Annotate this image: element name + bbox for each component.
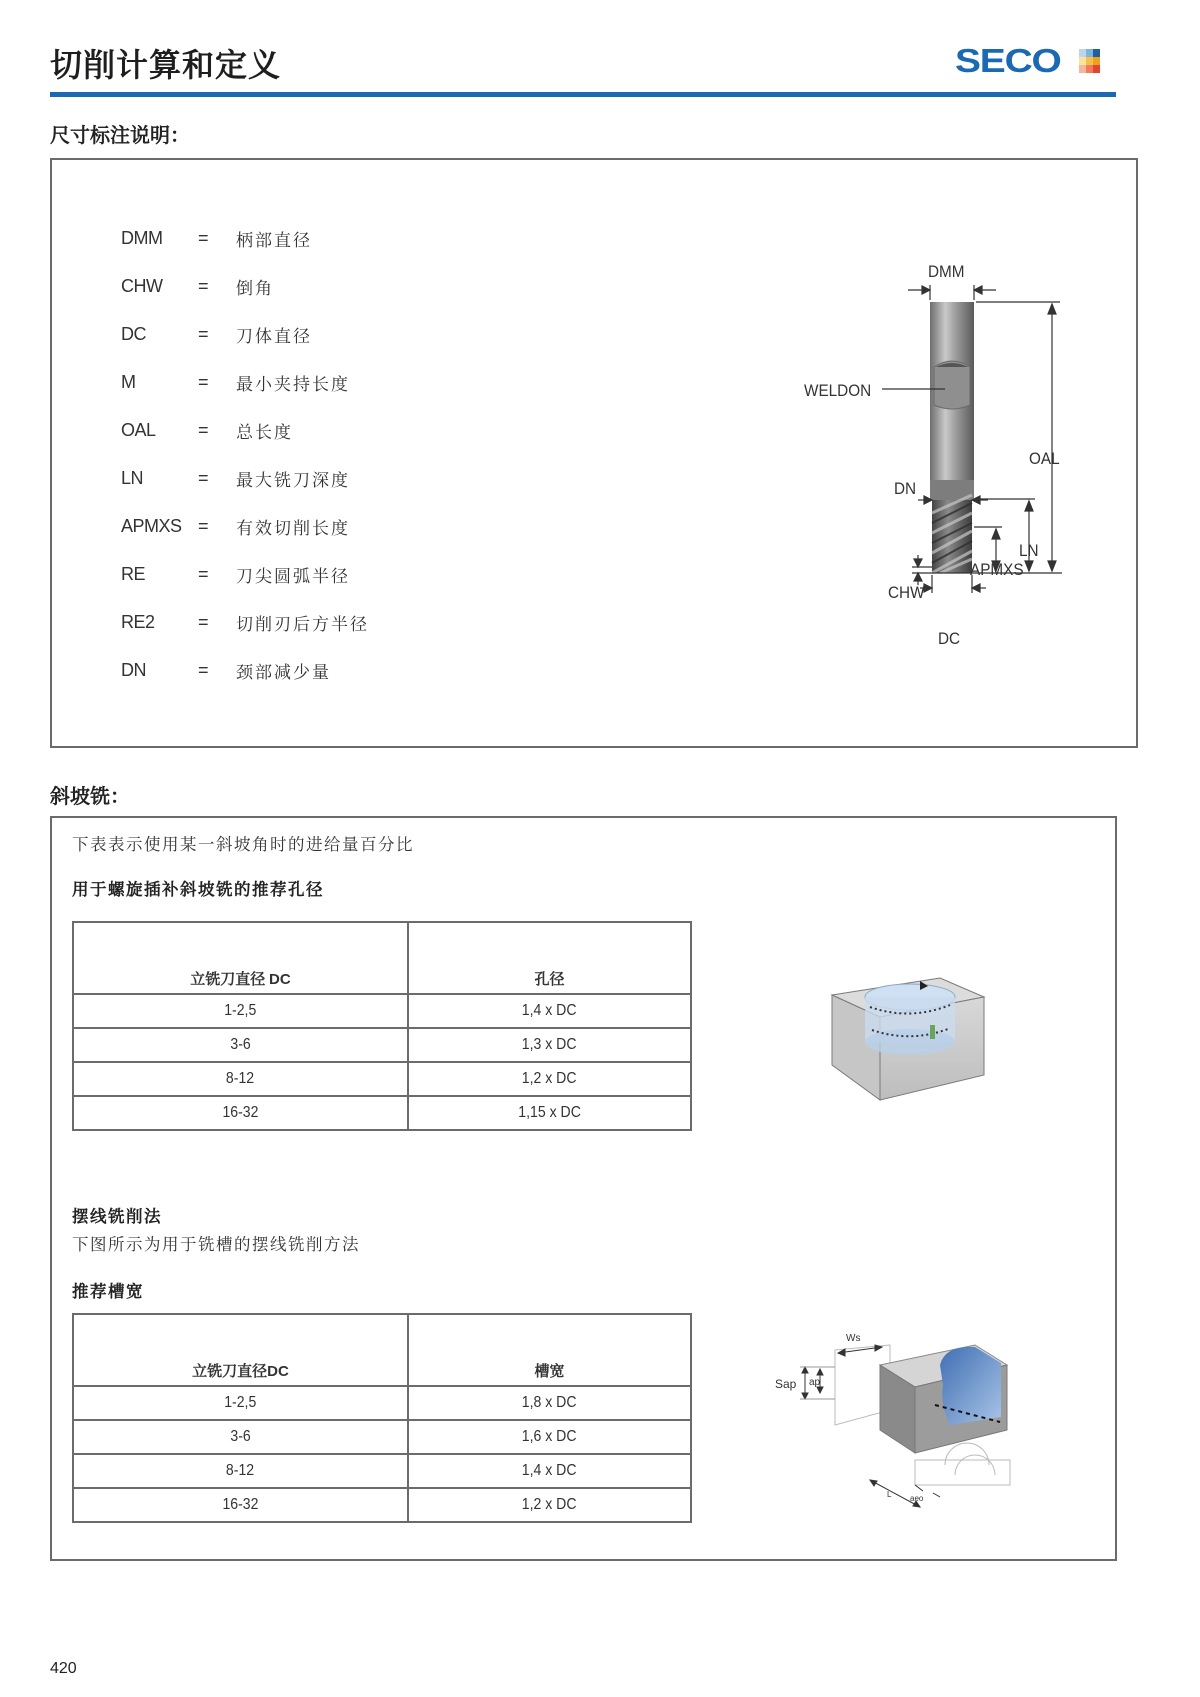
definition-equals: =: [198, 659, 209, 680]
definition-abbr: RE: [121, 563, 146, 584]
table-row: [73, 1454, 691, 1488]
ramping-heading: 斜坡铣：: [50, 786, 130, 808]
header-rule: [50, 92, 1116, 97]
slot-table-title: 推荐槽宽: [72, 1282, 144, 1301]
label-ln: LN: [1019, 541, 1039, 560]
definition-abbr: DN: [121, 659, 146, 680]
label-ae: aeo: [910, 1494, 924, 1503]
logo-mark-cell: [1093, 49, 1100, 57]
cell-slot: 1,8 x DC: [408, 1386, 691, 1420]
definition-row: [121, 514, 350, 538]
definition-equals: =: [198, 419, 209, 440]
definition-text: 有效切削长度: [236, 518, 350, 538]
label-chw: CHW: [888, 583, 925, 602]
definition-equals: =: [198, 515, 209, 536]
logo-text: SECO: [955, 42, 1061, 79]
table-row: [73, 1062, 691, 1096]
slot-width-table: [72, 1313, 692, 1523]
definition-text: 刀尖圆弧半径: [236, 566, 350, 586]
cell-slot: 1,2 x DC: [408, 1488, 691, 1522]
helical-ramp-illustration: [820, 975, 1010, 1115]
cell-hole: 1,2 x DC: [408, 1062, 691, 1096]
logo-mark-cell: [1079, 65, 1086, 73]
table-row: [73, 1028, 691, 1062]
definition-equals: =: [198, 227, 209, 248]
label-dc: DC: [938, 629, 961, 648]
definition-abbr: RE2: [121, 611, 155, 632]
cell-dc: 16-32: [73, 1096, 408, 1130]
cell-dc: 16-32: [73, 1488, 408, 1522]
trochoidal-title: 摆线铣削法: [72, 1207, 162, 1226]
table-row: [73, 1488, 691, 1522]
table-row: [73, 1420, 691, 1454]
definition-text: 切削刃后方半径: [236, 614, 369, 634]
column-header-hole: 孔径: [408, 922, 691, 994]
label-weldon: WELDON: [804, 381, 872, 400]
ramping-intro: 下表表示使用某一斜坡角时的进给量百分比: [72, 835, 414, 854]
table-row: [73, 1096, 691, 1130]
definition-row: [121, 466, 350, 490]
label-l: L: [887, 1490, 892, 1499]
table-row: [73, 994, 691, 1028]
definition-row: [121, 562, 350, 586]
label-dn: DN: [894, 479, 917, 498]
logo-mark-cell: [1086, 49, 1093, 57]
page-title: 切削计算和定义: [50, 47, 282, 83]
cell-hole: 1,3 x DC: [408, 1028, 691, 1062]
page-number: 420: [50, 1660, 77, 1677]
dimensions-heading: 尺寸标注说明：: [50, 125, 190, 147]
definition-row: [121, 274, 274, 298]
definition-row: [121, 610, 369, 634]
cell-dc: 8-12: [73, 1062, 408, 1096]
definition-equals: =: [198, 563, 209, 584]
column-header-dc: 立铣刀直径DC: [73, 1314, 408, 1386]
definition-row: [121, 418, 293, 442]
table-row: [73, 1386, 691, 1420]
definition-text: 柄部直径: [236, 230, 312, 250]
label-oal: OAL: [1029, 449, 1060, 468]
label-ws: Ws: [846, 1333, 861, 1344]
definition-equals: =: [198, 467, 209, 488]
cell-dc: 8-12: [73, 1454, 408, 1488]
column-header-dc: 立铣刀直径 DC: [73, 922, 408, 994]
definition-text: 最小夹持长度: [236, 374, 350, 394]
cell-dc: 1-2,5: [73, 1386, 408, 1420]
logo-mark-cell: [1079, 57, 1086, 65]
definition-equals: =: [198, 323, 209, 344]
cell-slot: 1,4 x DC: [408, 1454, 691, 1488]
definition-abbr: APMXS: [121, 515, 182, 536]
label-ap: ap: [809, 1377, 821, 1388]
definition-abbr: LN: [121, 467, 144, 488]
cell-dc: 1-2,5: [73, 994, 408, 1028]
logo-mark-icon: [1079, 49, 1100, 73]
table-header-row: [73, 1314, 691, 1386]
column-header-slot: 槽宽: [408, 1314, 691, 1386]
hole-diameter-table: [72, 921, 692, 1131]
cell-hole: 1,4 x DC: [408, 994, 691, 1028]
table-header-row: [73, 922, 691, 994]
definition-text: 总长度: [236, 422, 293, 442]
definition-equals: =: [198, 275, 209, 296]
definition-equals: =: [198, 611, 209, 632]
logo-mark-cell: [1079, 49, 1086, 57]
definition-abbr: DMM: [121, 227, 163, 248]
logo-mark-cell: [1093, 57, 1100, 65]
definition-row: [121, 226, 312, 250]
cell-hole: 1,15 x DC: [408, 1096, 691, 1130]
trochoidal-slot-illustration: [775, 1325, 1025, 1525]
label-sap: Sap: [775, 1377, 797, 1391]
definition-text: 颈部减少量: [236, 662, 331, 682]
definition-text: 最大铣刀深度: [236, 470, 350, 490]
definition-text: 刀体直径: [236, 326, 312, 346]
seco-logo: [955, 44, 1100, 77]
logo-mark-cell: [1093, 65, 1100, 73]
definition-row: [121, 658, 331, 682]
definition-text: 倒角: [236, 278, 274, 298]
definition-row: [121, 322, 312, 346]
label-apmxs: APMXS: [970, 560, 1024, 579]
definition-row: [121, 370, 350, 394]
cell-slot: 1,6 x DC: [408, 1420, 691, 1454]
trochoidal-description: 下图所示为用于铣槽的摆线铣削方法: [72, 1235, 360, 1254]
weldon-flat: [934, 361, 970, 409]
definition-abbr: OAL: [121, 419, 156, 440]
cell-dc: 3-6: [73, 1028, 408, 1062]
definition-abbr: DC: [121, 323, 146, 344]
definition-abbr: M: [121, 371, 136, 392]
logo-mark-cell: [1086, 65, 1093, 73]
cell-dc: 3-6: [73, 1420, 408, 1454]
logo-mark-cell: [1086, 57, 1093, 65]
label-dmm: DMM: [928, 262, 965, 281]
definition-equals: =: [198, 371, 209, 392]
definition-abbr: CHW: [121, 275, 163, 296]
hole-table-title: 用于螺旋插补斜坡铣的推荐孔径: [72, 880, 324, 899]
